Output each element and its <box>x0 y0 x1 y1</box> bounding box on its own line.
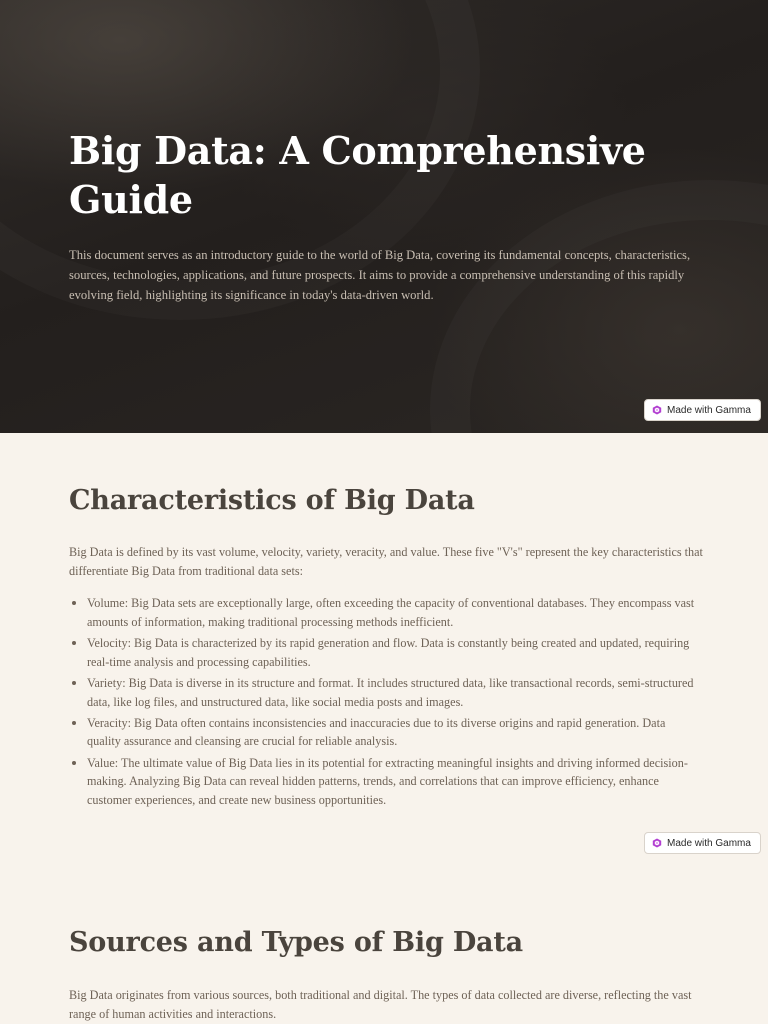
list-item-text: Velocity: Big Data is characterized by its rapid generation and flow. Data is constantly being created and updated, requiring real-time analysis and processing capabilities. <box>87 635 690 669</box>
list-item-text: Veracity: Big Data often contains inconsistencies and inaccuracies due to its diverse origins and rapid generation. Data quality assurance and cleansing are crucial for reliable analysis. <box>87 715 666 749</box>
made-with-gamma-badge[interactable] <box>644 832 761 854</box>
badge-label: Made with Gamma <box>667 837 751 849</box>
sources-intro: Big Data originates from various sources, both traditional and digital. The types of data collected are diverse, reflecting the vast range of human activities and interactions. <box>69 988 692 1021</box>
list-item-text: Volume: Big Data sets are exceptionally large, often exceeding the capacity of conventional databases. They encompass vast amounts of information, making traditional processing methods inefficient. <box>87 596 695 629</box>
list-item-text: Value: The ultimate value of Big Data lies in its potential for extracting meaningful insights and driving informed decision-making. Analyzing Big Data can reveal hidden patterns, trends, and correlations that can improve efficiency, enhance customer experiences, and create new business opportunities. <box>87 755 688 808</box>
bullet-icon <box>72 681 76 685</box>
gamma-logo-icon <box>652 405 662 415</box>
hero-section <box>0 0 768 433</box>
characteristics-list <box>69 594 699 812</box>
bullet-icon <box>72 641 76 645</box>
characteristics-heading: Characteristics of Big Data <box>69 485 475 516</box>
list-item <box>69 634 699 671</box>
list-item-text: Variety: Big Data is diverse in its structure and format. It includes structured data, like transactional records, semi-structured data, like log files, and unstructured data, like social media posts and images. <box>87 675 694 709</box>
list-item <box>69 674 699 711</box>
page-title: Big Data: A Comprehensive Guide <box>69 128 646 222</box>
made-with-gamma-badge[interactable] <box>644 399 761 421</box>
characteristics-intro: Big Data is defined by its vast volume, velocity, variety, veracity, and value. These five "V's" represent the key characteristics that differentiate Big Data from traditional data sets: <box>69 545 703 578</box>
list-item <box>69 714 699 751</box>
badge-label: Made with Gamma <box>667 404 751 416</box>
gamma-logo-icon <box>652 838 662 848</box>
bullet-icon <box>72 601 76 605</box>
hero-description: This document serves as an introductory guide to the world of Big Data, covering its fundamental concepts, characteristics, sources, technologies, applications, and future prospects. It aims to provide a comprehensive understanding of this rapidly evolving field, highlighting its significance in today's data-driven world. <box>69 248 691 302</box>
sources-heading: Sources and Types of Big Data <box>69 927 523 958</box>
bullet-icon <box>72 761 76 765</box>
bullet-icon <box>72 721 76 725</box>
list-item <box>69 754 699 810</box>
list-item <box>69 594 699 631</box>
